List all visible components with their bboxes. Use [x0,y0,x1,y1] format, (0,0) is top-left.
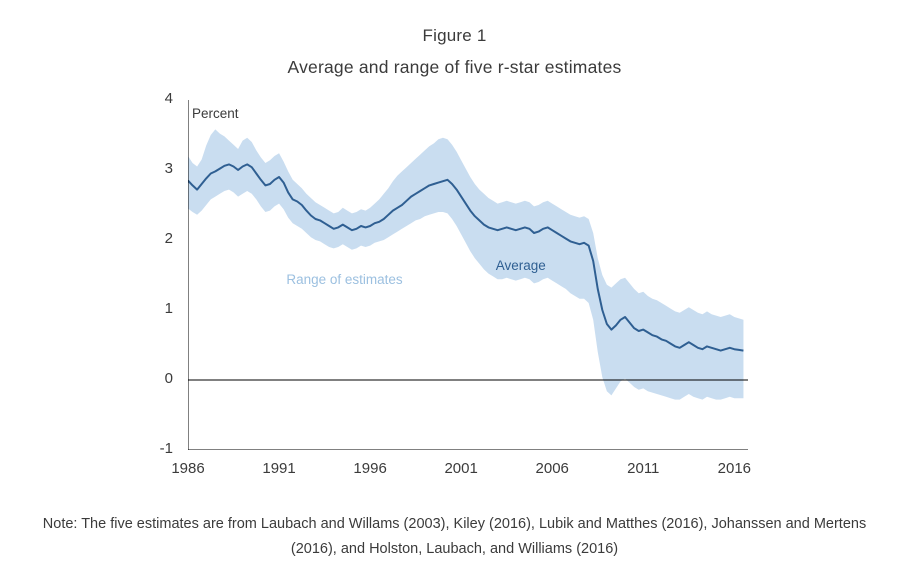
chart-axes [188,100,748,450]
x-tick-label: 1986 [171,460,205,477]
chart-svg [188,100,748,450]
figure-note: Note: The five estimates are from Laubach and Willams (2003), Kiley (2016), Lubik and Matthes (2016), Johanssen and Mertens (2016), and Holston, Laubach, and Williams (2016) [42,516,867,557]
y-axis-unit-label: Percent [192,106,239,121]
x-tick-label: 2006 [535,460,569,477]
x-tick-label: 1991 [262,460,296,477]
y-tick-label: 0 [164,370,173,387]
annotation-average: Average [495,257,546,273]
x-tick-label: 1996 [353,460,387,477]
y-tick-label: 1 [164,300,173,317]
y-tick-label: 4 [164,90,173,107]
y-tick-label: 3 [164,160,173,177]
y-tick-label: -1 [159,440,173,457]
annotation-range-of-estimates: Range of estimates [286,271,403,287]
range-band [188,129,743,399]
chart-plot-area [159,90,752,477]
figure-title: Figure 1 [422,26,487,45]
figure-subtitle: Average and range of five r-star estimates [287,57,622,77]
y-tick-label: 2 [164,230,173,247]
x-tick-label: 2001 [444,460,478,477]
x-tick-label: 2011 [627,460,660,477]
x-tick-label: 2016 [717,460,752,477]
